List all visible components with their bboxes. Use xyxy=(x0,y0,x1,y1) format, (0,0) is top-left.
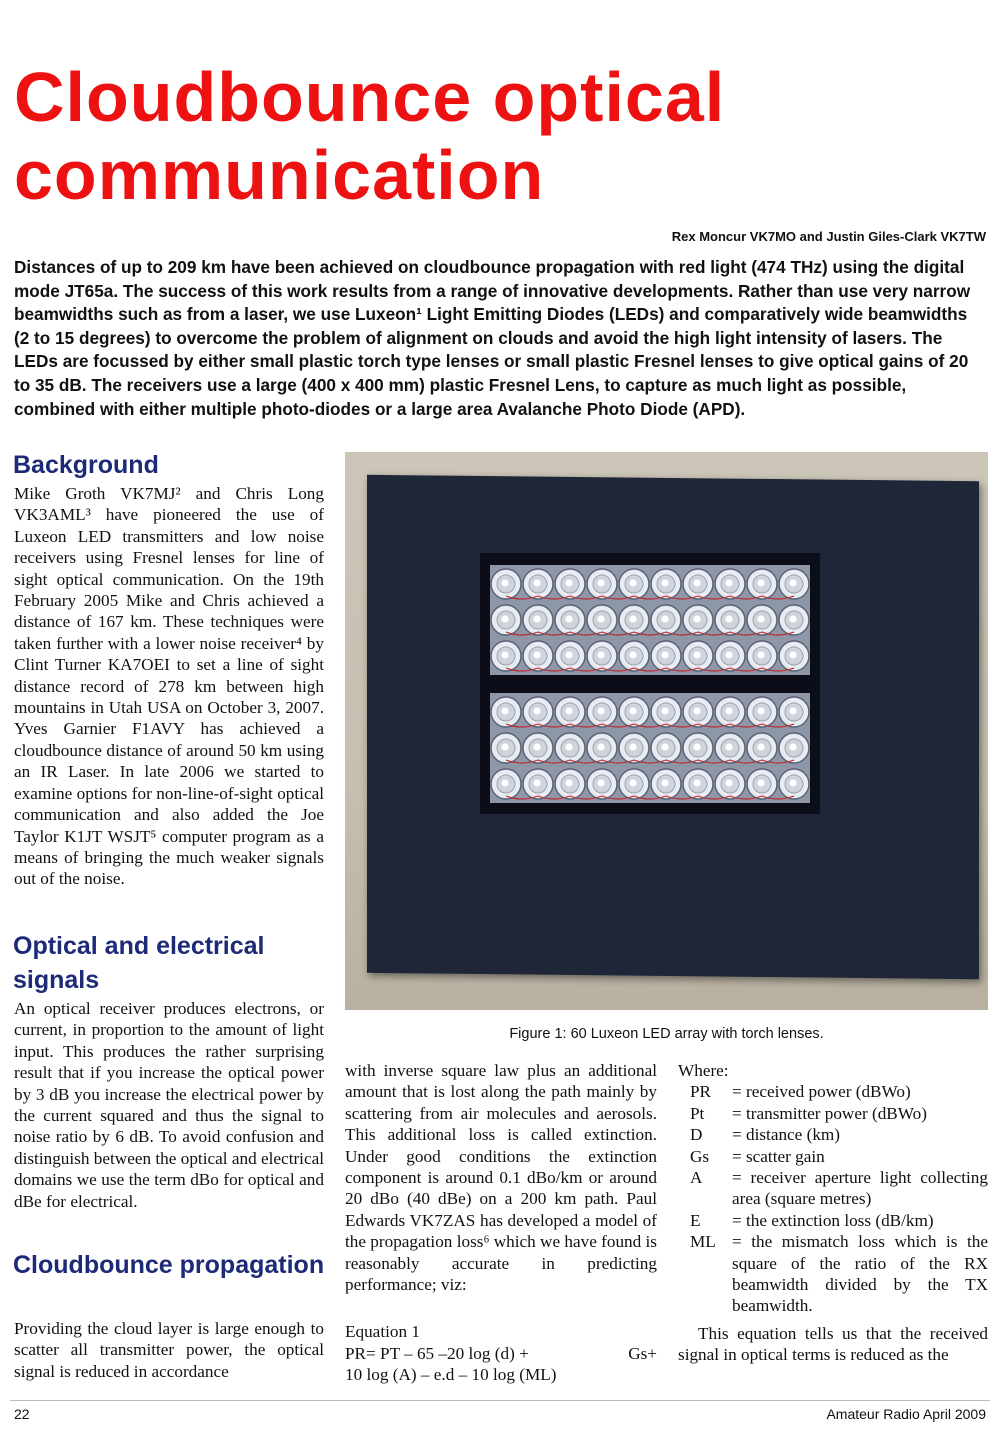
led-lens xyxy=(779,605,809,635)
column3 xyxy=(678,1060,988,1366)
led-lens xyxy=(715,605,745,635)
led-lens xyxy=(651,641,681,671)
section-heading-background: Background xyxy=(13,451,159,479)
definition-description: = scatter gain xyxy=(732,1146,825,1166)
led-lens xyxy=(683,769,713,799)
definition-item xyxy=(678,1081,988,1102)
article-abstract: Distances of up to 209 km have been achieved on cloudbounce propagation with red light (474 THz) using the digital mode JT65a. The success of this work results from a range of innovative developments. Rather than use very narrow beamwidths such as from a laser, we use Luxeon¹ Light Emitting Diodes (LEDs) and comparatively wide beamwidths (2 to 15 degrees) to overcome the problem of alignment on clouds and avoid the high light intensity of lasers. The LEDs are focussed by either small plastic torch type lenses or small plastic Fresnel lenses to give optical gains of 20 to 35 dB. The receivers use a large (400 x 400 mm) plastic Fresnel Lens, to capture as much light as possible, combined with either multiple photo-diodes or a large area Avalanche Photo Diode (APD). xyxy=(14,257,971,419)
column3-tail-text: This equation tells us that the received signal in optical terms is reduced as the xyxy=(678,1323,988,1365)
led-lens xyxy=(555,569,585,599)
led-lens xyxy=(747,641,777,671)
led-lens xyxy=(491,605,521,635)
led-lens xyxy=(747,769,777,799)
led-lens xyxy=(555,697,585,727)
led-lens xyxy=(587,697,617,727)
led-lens xyxy=(747,605,777,635)
led-lens xyxy=(683,697,713,727)
led-lens xyxy=(587,605,617,635)
led-lens xyxy=(779,569,809,599)
led-lens xyxy=(523,733,553,763)
led-lens xyxy=(491,641,521,671)
led-lens xyxy=(523,769,553,799)
definition-item xyxy=(678,1210,988,1231)
led-lens xyxy=(587,769,617,799)
led-lens xyxy=(651,733,681,763)
equation-line-1 xyxy=(345,1343,657,1364)
led-lens xyxy=(619,769,649,799)
led-lens xyxy=(587,569,617,599)
led-lens xyxy=(619,569,649,599)
led-lens xyxy=(523,605,553,635)
led-lens xyxy=(683,569,713,599)
led-lens xyxy=(491,697,521,727)
led-lens xyxy=(747,733,777,763)
equation-label: Equation 1 xyxy=(345,1322,420,1341)
equation-line-1-end: Gs+ xyxy=(628,1344,657,1363)
led-lens xyxy=(523,641,553,671)
led-lens xyxy=(651,569,681,599)
definition-description: = distance (km) xyxy=(732,1125,841,1145)
figure-caption: Figure 1: 60 Luxeon LED array with torch lenses. xyxy=(509,1026,824,1042)
led-lens xyxy=(779,641,809,671)
definition-description: = transmitter power (dBWo) xyxy=(732,1103,927,1123)
led-lens xyxy=(555,769,585,799)
led-lens xyxy=(715,641,745,671)
led-lens xyxy=(651,605,681,635)
section-text-background: Mike Groth VK7MJ² and Chris Long VK3AML³ have pioneered the use of Luxeon LED transmitters and low noise receivers using Fresnel lenses for line of sight optical communication. On the 19th February 2005 Mike and Chris achieved a distance of 167 km. These techniques were taken further with a lower noise receiver⁴ by Clint Turner KA7OEI to set a line of sight distance record of 278 km between high mountains in Utah USA on October 3, 2007. Yves Garnier F1AVY has achieved a cloudbounce distance of around 50 km using an IR Laser. In late 2006 we started to examine options for non-line-of-sight optical communication and also added the Joe Taylor K1JT WSJT⁵ computer program as a means of bringing the much weaker signals out of the noise. xyxy=(14,484,324,889)
led-lens xyxy=(555,641,585,671)
definition-description: = received power (dBWo) xyxy=(732,1082,911,1102)
definition-symbol: D xyxy=(690,1125,703,1145)
led-lens xyxy=(523,569,553,599)
led-lens xyxy=(683,641,713,671)
journal-name: Amateur Radio April 2009 xyxy=(826,1406,986,1422)
led-lens xyxy=(555,733,585,763)
footer-divider xyxy=(10,1400,990,1401)
led-lens xyxy=(683,605,713,635)
led-lens xyxy=(683,733,713,763)
led-lens xyxy=(491,733,521,763)
led-lens xyxy=(715,733,745,763)
led-lens xyxy=(779,697,809,727)
led-lens xyxy=(619,641,649,671)
definition-item xyxy=(678,1231,988,1317)
led-lens xyxy=(491,769,521,799)
led-lens xyxy=(715,697,745,727)
led-lens xyxy=(619,697,649,727)
article-title: Cloudbounce optical communication xyxy=(14,58,726,214)
led-lens xyxy=(747,697,777,727)
definition-list xyxy=(678,1081,988,1316)
section-heading-optical: Optical and electrical signals xyxy=(13,932,265,994)
led-lens xyxy=(779,769,809,799)
equation-line-2: 10 log (A) – e.d – 10 log (ML) xyxy=(345,1365,557,1384)
page-number: 22 xyxy=(14,1406,30,1422)
section-text-optical: An optical receiver produces electrons, or current, in proportion to the amount of light input. This produces the rather surprising result that if you increase the optical power by 3 dB you increase the electrical power by the current squared and thus the signal to noise ratio by 6 dB. To avoid confusion and distinguish between the optical and electrical domains we use the term dBo for optical and dBe for electrical. xyxy=(14,999,324,1211)
led-lens xyxy=(555,605,585,635)
led-lens xyxy=(715,769,745,799)
led-lens xyxy=(587,733,617,763)
equation-line-1-main: PR= PT – 65 –20 log (d) + xyxy=(345,1344,529,1363)
led-lens xyxy=(587,641,617,671)
led-lens xyxy=(619,605,649,635)
column2-text: with inverse square law plus an additional amount that is lost along the path mainly by scattering from air molecules and aerosols. This additional loss is called extinction. Under good conditions the extinction component is around 0.1 dBo/km or around 20 dBo (40 dBe) on a 200 km path. Paul Edwards VK7ZAS has developed a model of the propagation loss⁶ which we have found is reasonably accurate in predicting performance; viz: xyxy=(345,1061,657,1295)
article-authors: Rex Moncur VK7MO and Justin Giles-Clark VK7TW xyxy=(671,229,986,244)
section-text-cloudbounce: Providing the cloud layer is large enough to scatter all transmitter power, the optical signal is reduced in accordance xyxy=(14,1319,324,1381)
definition-symbol: A xyxy=(690,1168,703,1188)
definition-symbol: ML xyxy=(690,1232,716,1252)
led-lens xyxy=(779,733,809,763)
led-lens xyxy=(619,733,649,763)
led-lens xyxy=(715,569,745,599)
definition-description: = the extinction loss (dB/km) xyxy=(732,1210,934,1230)
definition-symbol: Pt xyxy=(690,1103,705,1123)
definition-item xyxy=(678,1167,988,1210)
definition-description: = receiver aperture light collecting area (square metres) xyxy=(732,1168,988,1209)
section-heading-cloudbounce: Cloudbounce propagation xyxy=(13,1251,325,1279)
led-lens xyxy=(747,569,777,599)
definition-item xyxy=(678,1103,988,1124)
led-lens xyxy=(491,569,521,599)
definition-symbol: PR xyxy=(690,1082,712,1102)
definition-symbol: E xyxy=(690,1210,701,1230)
definition-item xyxy=(678,1146,988,1167)
definition-symbol: Gs xyxy=(690,1146,710,1166)
led-lens xyxy=(651,697,681,727)
led-lens xyxy=(523,697,553,727)
led-array xyxy=(480,553,820,814)
definition-item xyxy=(678,1124,988,1145)
led-lens xyxy=(651,769,681,799)
definition-description: = the mismatch loss which is the square of the ratio of the RX beamwidth divided by the TX beamwidth. xyxy=(732,1232,988,1316)
where-label: Where: xyxy=(678,1061,729,1080)
